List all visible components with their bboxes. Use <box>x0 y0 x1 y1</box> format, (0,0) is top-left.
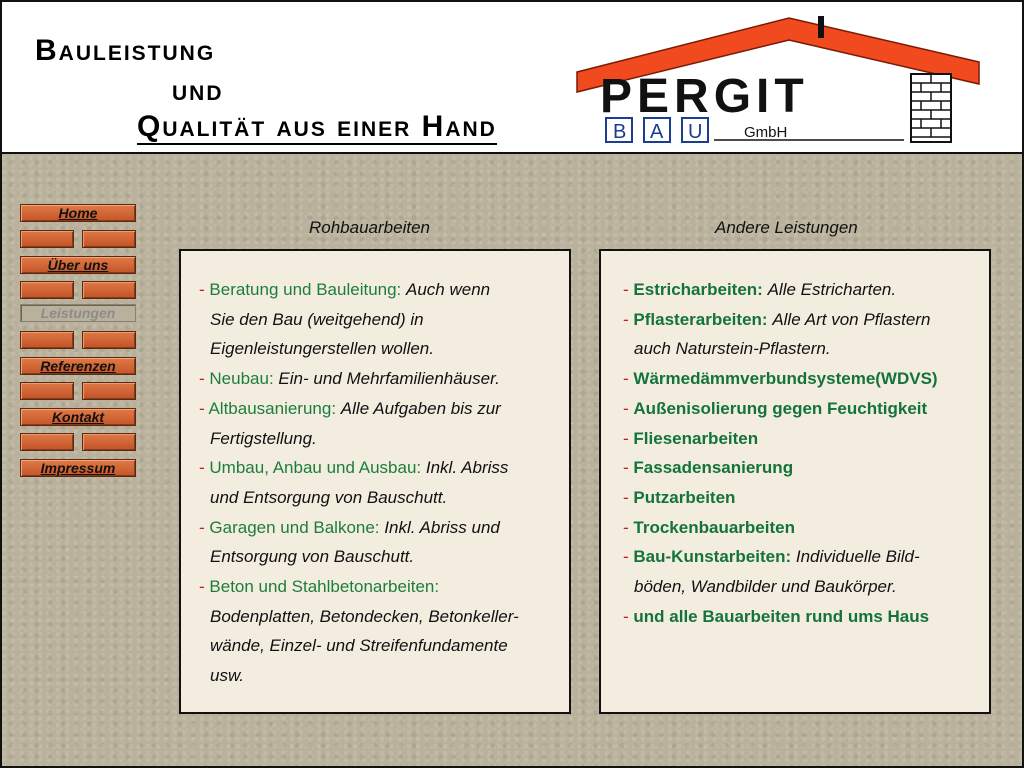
service-description: Inkl. Abriss und <box>384 517 500 537</box>
service-description: Individuelle Bild- <box>795 547 920 567</box>
service-description: Inkl. Abriss <box>425 458 509 478</box>
list-item <box>623 424 979 454</box>
leistungen-panel <box>599 249 991 714</box>
service-label: Estricharbeiten: <box>633 280 763 299</box>
bullet-dash: - <box>623 309 629 329</box>
bullet-dash: - <box>623 487 629 507</box>
brick-decoration <box>82 433 136 451</box>
logo-gmbh: GmbH <box>744 124 788 141</box>
brick-column-icon <box>911 74 951 142</box>
list-item <box>199 453 559 512</box>
list-item <box>199 394 559 453</box>
bullet-dash: - <box>199 280 205 299</box>
service-description: Alle Estricharten. <box>767 280 897 299</box>
list-item <box>623 305 979 364</box>
brick-decoration <box>82 281 136 299</box>
service-description-continued: Eigenleistungerstellen wollen. <box>210 339 434 359</box>
list-item <box>623 483 979 513</box>
leistungen-list <box>623 275 979 631</box>
section-title-rohbau: Rohbauarbeiten <box>309 218 430 237</box>
list-item <box>623 394 979 424</box>
list-item <box>623 542 979 601</box>
service-label: Beratung und Bauleitung: <box>209 280 402 299</box>
nav-kontakt[interactable]: Kontakt <box>20 408 136 426</box>
logo-letter-u: U <box>688 121 703 143</box>
logo-letter-a: A <box>650 121 664 143</box>
slogan-line-1: Bauleistung <box>35 34 216 67</box>
service-label: Wärmedämmverbundsysteme(WDVS) <box>633 369 938 389</box>
list-item <box>199 572 559 691</box>
service-description: Alle Art von Pflastern <box>772 309 931 329</box>
list-item <box>623 364 979 394</box>
bullet-dash: - <box>623 458 629 478</box>
service-description-continued: Fertigstellung. <box>210 428 317 448</box>
service-description: Alle Aufgaben bis zur <box>340 398 501 418</box>
service-description-continued: Sie den Bau (weitgehend) in <box>210 309 424 329</box>
list-item <box>623 453 979 483</box>
service-description-continued: usw. <box>210 666 245 686</box>
service-description: Ein- und Mehrfamilienhäuser. <box>278 369 500 389</box>
service-label: Bau-Kunstarbeiten: <box>633 547 792 567</box>
service-label: Pflasterarbeiten: <box>633 309 768 329</box>
service-label: Putzarbeiten <box>633 487 736 507</box>
brick-decoration <box>20 433 74 451</box>
nav-leistungen[interactable]: Leistungen <box>20 304 136 322</box>
list-item <box>623 513 979 543</box>
rohbau-panel <box>179 249 571 714</box>
slogan-line-2: und <box>172 74 224 107</box>
company-logo <box>574 12 984 147</box>
header <box>2 2 1022 154</box>
service-label: Altbausanierung: <box>208 398 337 418</box>
service-label: Neubau: <box>209 369 274 389</box>
service-label: und alle Bauarbeiten rund ums Haus <box>633 606 930 626</box>
service-description-continued: auch Naturstein-Pflastern. <box>634 339 831 359</box>
brick-decoration <box>20 331 74 349</box>
list-item <box>199 275 559 364</box>
list-item <box>199 513 559 572</box>
service-label: Trockenbauarbeiten <box>633 517 795 537</box>
nav-ueber-uns[interactable]: Über uns <box>20 256 136 274</box>
service-description: Auch wenn <box>406 280 491 299</box>
service-label: Fliesenarbeiten <box>633 428 759 448</box>
bullet-dash: - <box>199 369 205 389</box>
bullet-dash: - <box>623 280 629 299</box>
brick-decoration <box>20 382 74 400</box>
brick-decoration <box>20 281 74 299</box>
service-label: Fassadensanierung <box>633 458 794 478</box>
rohbau-list <box>199 275 559 691</box>
bullet-dash: - <box>623 517 629 537</box>
bullet-dash: - <box>199 577 205 597</box>
brick-decoration <box>82 331 136 349</box>
logo-letter-b: B <box>613 121 627 143</box>
bullet-dash: - <box>199 398 205 418</box>
bullet-dash: - <box>199 517 205 537</box>
bullet-dash: - <box>623 428 629 448</box>
list-item <box>623 602 979 632</box>
service-description-continued: wände, Einzel- und Streifenfundamente <box>210 636 508 656</box>
service-label: Beton und Stahlbetonarbeiten: <box>209 577 440 597</box>
service-label: Umbau, Anbau und Ausbau: <box>209 458 422 478</box>
service-description-continued: Entsorgung von Bauschutt. <box>210 547 415 567</box>
service-description-continued: böden, Wandbilder und Baukörper. <box>634 577 897 597</box>
nav-home[interactable]: Home <box>20 204 136 222</box>
logo-name: PERGIT <box>600 70 809 123</box>
service-label: Außenisolierung gegen Feuchtigkeit <box>633 398 928 418</box>
service-description-continued: Bodenplatten, Betondecken, Betonkeller- <box>210 606 519 626</box>
bullet-dash: - <box>623 398 629 418</box>
slogan-line-3: Qualität aus einer Hand <box>137 110 497 143</box>
list-item <box>199 364 559 394</box>
nav-impressum[interactable]: Impressum <box>20 459 136 477</box>
bullet-dash: - <box>623 606 629 626</box>
list-item <box>623 275 979 305</box>
bullet-dash: - <box>623 369 629 389</box>
nav-referenzen[interactable]: Referenzen <box>20 357 136 375</box>
brick-decoration <box>20 230 74 248</box>
brick-decoration <box>82 382 136 400</box>
service-description-continued: und Entsorgung von Bauschutt. <box>210 487 448 507</box>
section-title-andere: Andere Leistungen <box>715 218 858 237</box>
brick-decoration <box>82 230 136 248</box>
bullet-dash: - <box>199 458 205 478</box>
service-label: Garagen und Balkone: <box>209 517 380 537</box>
bullet-dash: - <box>623 547 629 567</box>
